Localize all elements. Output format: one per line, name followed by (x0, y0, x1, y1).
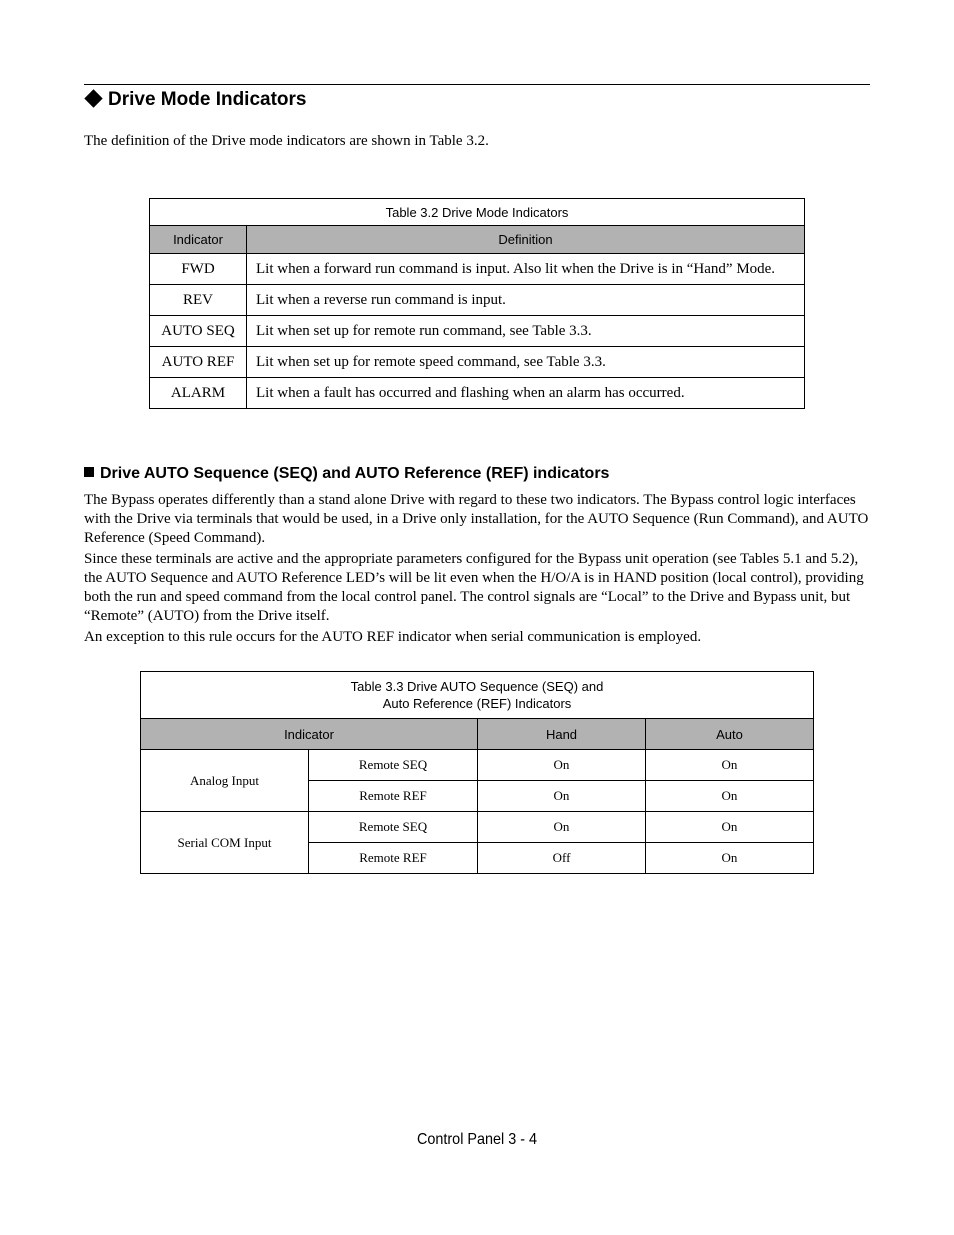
hand-cell: On (478, 812, 646, 843)
hand-cell: Off (478, 843, 646, 874)
table-row (141, 812, 814, 843)
caption-line-2: Auto Reference (REF) Indicators (382, 696, 572, 711)
auto-cell: On (646, 781, 814, 812)
body-paragraph: An exception to this rule occurs for the AUTO REF indicator when serial communication is employed. (84, 629, 702, 645)
caption-line-1: Table 3.3 Drive AUTO Sequence (SEQ) and (350, 679, 604, 694)
definition-cell: Lit when a forward run command is input. Also lit when the Drive is in “Hand” Mode. (247, 254, 805, 285)
subsection-title (84, 464, 609, 484)
top-rule (84, 84, 870, 85)
subsection-title-text: Drive AUTO Sequence (SEQ) and AUTO Reference (REF) indicators (100, 465, 610, 482)
signal-cell: Remote SEQ (309, 750, 478, 781)
auto-cell: On (646, 750, 814, 781)
hand-cell: On (478, 781, 646, 812)
indicator-cell: AUTO REF (150, 347, 247, 378)
indicator-cell: FWD (150, 254, 247, 285)
indicator-cell: AUTO SEQ (150, 316, 247, 347)
indicator-cell: REV (150, 285, 247, 316)
table-row (150, 285, 805, 316)
column-header-indicator: Indicator (141, 719, 478, 750)
square-bullet-icon (84, 467, 94, 477)
column-header-definition: Definition (247, 226, 805, 254)
signal-cell: Remote REF (309, 781, 478, 812)
body-paragraph: The Bypass operates differently than a stand alone Drive with regard to these two indicators. The Bypass control logic interfaces with the Drive via terminals that would be used, in a Drive only installation, for the AUTO Sequence (Run Command), and AUTO Reference (Speed Command). (84, 492, 869, 546)
table-3-2 (149, 198, 805, 409)
table-row (150, 316, 805, 347)
page-footer: Control Panel 3 - 4 (416, 1131, 538, 1148)
body-paragraph: Since these terminals are active and the appropriate parameters configured for the Bypass unit operation (see Tables 5.1 and 5.2), the AUTO Sequence and AUTO Reference LED’s will be lit even when the H/O/A is in HAND position (local control), providing both the run and speed command from the local control panel. The control signals are “Local” to the Drive and Bypass unit, but “Remote” (AUTO) from the Drive itself. (84, 551, 864, 624)
definition-cell: Lit when a fault has occurred and flashing when an alarm has occurred. (247, 378, 805, 409)
definition-cell: Lit when a reverse run command is input. (247, 285, 805, 316)
table-row (150, 378, 805, 409)
signal-cell: Remote SEQ (309, 812, 478, 843)
definition-cell: Lit when set up for remote run command, see Table 3.3. (247, 316, 805, 347)
auto-cell: On (646, 812, 814, 843)
table-3-3 (140, 671, 814, 874)
definition-cell: Lit when set up for remote speed command, see Table 3.3. (247, 347, 805, 378)
column-header-indicator: Indicator (150, 226, 247, 254)
input-type-cell: Analog Input (141, 750, 309, 812)
intro-paragraph: The definition of the Drive mode indicators are shown in Table 3.2. (84, 133, 489, 149)
indicator-cell: ALARM (150, 378, 247, 409)
table-caption (141, 672, 814, 719)
column-header-hand: Hand (478, 719, 646, 750)
table-row (141, 750, 814, 781)
hand-cell: On (478, 750, 646, 781)
section-title-text: Drive Mode Indicators (108, 89, 307, 110)
table-row (150, 254, 805, 285)
section-title (84, 88, 307, 112)
column-header-auto: Auto (646, 719, 814, 750)
auto-cell: On (646, 843, 814, 874)
table-row (150, 347, 805, 378)
table-caption: Table 3.2 Drive Mode Indicators (150, 199, 805, 226)
signal-cell: Remote REF (309, 843, 478, 874)
input-type-cell: Serial COM Input (141, 812, 309, 874)
diamond-bullet-icon (84, 90, 102, 108)
